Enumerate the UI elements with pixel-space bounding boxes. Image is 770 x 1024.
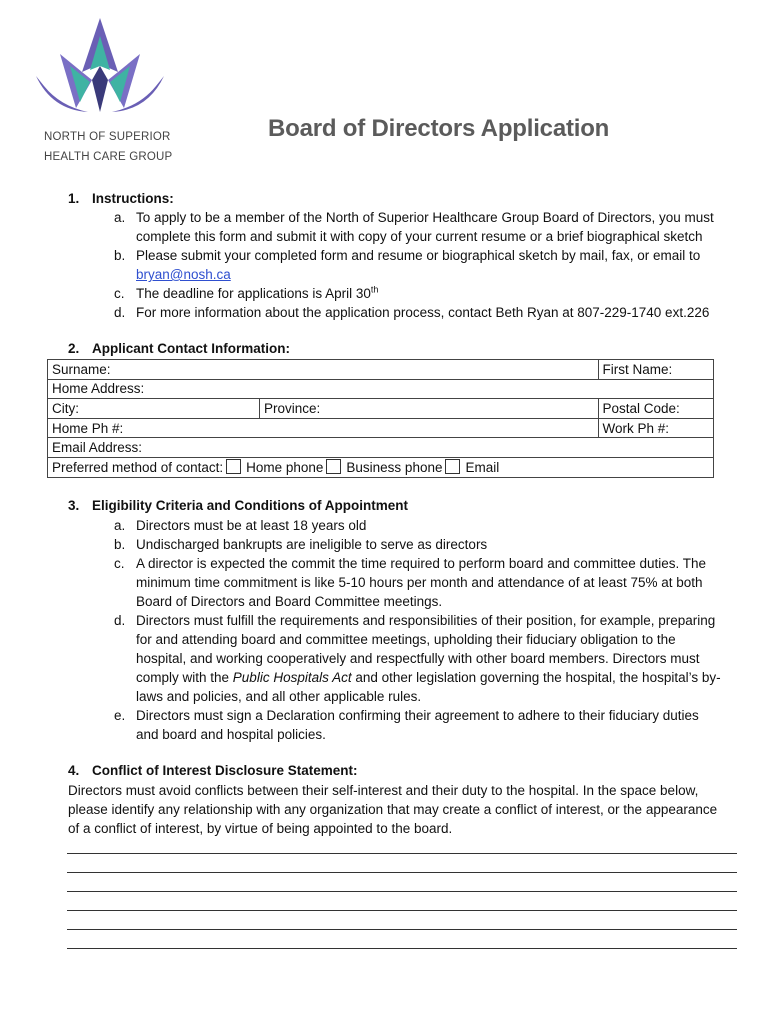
org-name-line2: HEALTH CARE GROUP [44, 151, 173, 163]
section-3-number: 3. [68, 498, 80, 513]
item-letter: d. [114, 613, 126, 628]
instruction-b [114, 246, 754, 284]
criteria-d-line4 [136, 668, 754, 687]
section-2-title: Applicant Contact Information: [92, 341, 290, 356]
criteria-e-line2: and board and hospital policies. [136, 727, 326, 742]
criteria-c-line1: A director is expected the commit the time required to perform board and committee duties. The [136, 556, 707, 571]
section-3-heading [68, 498, 408, 513]
criteria-b-text: Undischarged bankrupts are ineligible to serve as directors [136, 537, 488, 552]
work-phone-field[interactable] [598, 418, 713, 438]
business-phone-option-label: Business phone [346, 460, 443, 476]
answer-line-4[interactable] [67, 910, 737, 911]
instruction-d-text: For more information about the application process, contact Beth Ryan at 807-229-1740 ext.226 [136, 305, 710, 320]
criteria-c [114, 554, 754, 611]
table-row [48, 379, 714, 399]
section-4-title: Conflict of Interest Disclosure Statement: [92, 763, 358, 778]
instruction-c-sup: th [370, 284, 379, 295]
province-field[interactable] [260, 399, 599, 419]
instruction-c [114, 284, 754, 303]
email-address-field[interactable] [48, 438, 714, 458]
conflict-paragraph [68, 781, 748, 838]
surname-field[interactable] [48, 360, 599, 380]
work-phone-label: Work Ph #: [602, 420, 670, 436]
instruction-b-line1: Please submit your completed form and resume or biographical sketch by mail, fax, or email to [136, 248, 701, 263]
instruction-a [114, 208, 754, 246]
section-2-number: 2. [68, 341, 80, 356]
first-name-field[interactable] [598, 360, 713, 380]
home-phone-field[interactable] [48, 418, 599, 438]
home-address-label: Home Address: [52, 381, 145, 397]
section-1-heading [68, 191, 174, 206]
answer-line-6[interactable] [67, 948, 737, 949]
instruction-a-line1: To apply to be a member of the North of Superior Healthcare Group Board of Directors, you must [136, 210, 714, 225]
public-hospitals-act: Public Hospitals Act [232, 670, 352, 685]
criteria-a [114, 516, 754, 535]
criteria-a-text: Directors must be at least 18 years old [136, 518, 367, 533]
criteria-d [114, 611, 754, 706]
criteria-b [114, 535, 754, 554]
item-letter: d. [114, 305, 126, 320]
criteria-d-line1: Directors must fulfill the requirements and responsibilities of their position, for example, preparing [136, 613, 716, 628]
item-letter: a. [114, 210, 126, 225]
home-phone-checkbox[interactable] [226, 459, 241, 474]
email-link[interactable]: bryan@nosh.ca [136, 267, 231, 282]
answer-line-3[interactable] [67, 891, 737, 892]
criteria-e [114, 706, 754, 744]
criteria-d-line4-post: and other legislation governing the hospital, the hospital’s by- [351, 670, 721, 685]
surname-label: Surname: [52, 361, 111, 377]
conflict-line2: please identify any relationship with any organization that may create a conflict of interest, or the appearance [68, 802, 718, 817]
instruction-d [114, 303, 754, 322]
criteria-e-line1: Directors must sign a Declaration confirming their agreement to adhere to their fiduciary duties [136, 708, 699, 723]
criteria-c-line3: Board of Directors and Board Committee meetings. [136, 594, 443, 609]
criteria-d-line2: for and attending board and committee meetings, upholding their fiduciary obligation to the [136, 632, 676, 647]
section-4-heading [68, 763, 358, 778]
org-name [44, 127, 172, 167]
instruction-c-text: The deadline for applications is April 30 [136, 286, 371, 301]
email-address-label: Email Address: [52, 440, 143, 456]
section-1-title: Instructions: [92, 191, 174, 206]
table-row [48, 360, 714, 380]
answer-line-5[interactable] [67, 929, 737, 930]
business-phone-checkbox[interactable] [326, 459, 341, 474]
item-letter: c. [114, 556, 125, 571]
preferred-contact-row [48, 457, 714, 477]
conflict-line1: Directors must avoid conflicts between their self-interest and their duty to the hospital. In the space below, [68, 783, 699, 798]
first-name-label: First Name: [602, 361, 673, 377]
contact-info-table [47, 359, 714, 478]
item-letter: c. [114, 286, 125, 301]
postal-code-label: Postal Code: [602, 400, 680, 416]
table-row [48, 399, 714, 419]
criteria-d-line3: hospital, and working cooperatively and respectfully with other board members. Directors must [136, 651, 700, 666]
home-phone-option-label: Home phone [246, 460, 324, 476]
org-name-line1: NORTH OF SUPERIOR [44, 131, 171, 143]
email-option-label: Email [465, 460, 500, 476]
conflict-line3: of a conflict of interest, by virtue of being appointed to the board. [68, 821, 453, 836]
logo-center [92, 66, 108, 112]
province-label: Province: [264, 400, 321, 416]
item-letter: b. [114, 248, 126, 263]
preferred-contact-label: Preferred method of contact: [52, 460, 224, 476]
table-row [48, 457, 714, 477]
section-1-number: 1. [68, 191, 80, 206]
home-address-field[interactable] [48, 379, 714, 399]
city-field[interactable] [48, 399, 260, 419]
instruction-a-line2: complete this form and submit it with copy of your current resume or a brief biographical sketch [136, 229, 703, 244]
section-4-number: 4. [68, 763, 80, 778]
item-letter: b. [114, 537, 126, 552]
criteria-c-line2: minimum time commitment is like 5-10 hours per month and attendance of at least 75% at both [136, 575, 703, 590]
home-phone-label: Home Ph #: [52, 420, 124, 436]
section-2-heading [68, 341, 290, 356]
section-3-title: Eligibility Criteria and Conditions of Appointment [92, 498, 408, 513]
criteria-d-line4-pre: comply with the [136, 670, 233, 685]
item-letter: e. [114, 708, 126, 723]
item-letter: a. [114, 518, 126, 533]
answer-line-2[interactable] [67, 872, 737, 873]
email-checkbox[interactable] [445, 459, 460, 474]
page-title: Board of Directors Application [268, 115, 610, 142]
answer-line-1[interactable] [67, 853, 737, 854]
table-row [48, 418, 714, 438]
table-row [48, 438, 714, 458]
nosh-logo [30, 14, 170, 124]
postal-code-field[interactable] [598, 399, 713, 419]
city-label: City: [52, 400, 79, 416]
criteria-d-line5: laws and policies, and all other applicable rules. [136, 689, 422, 704]
